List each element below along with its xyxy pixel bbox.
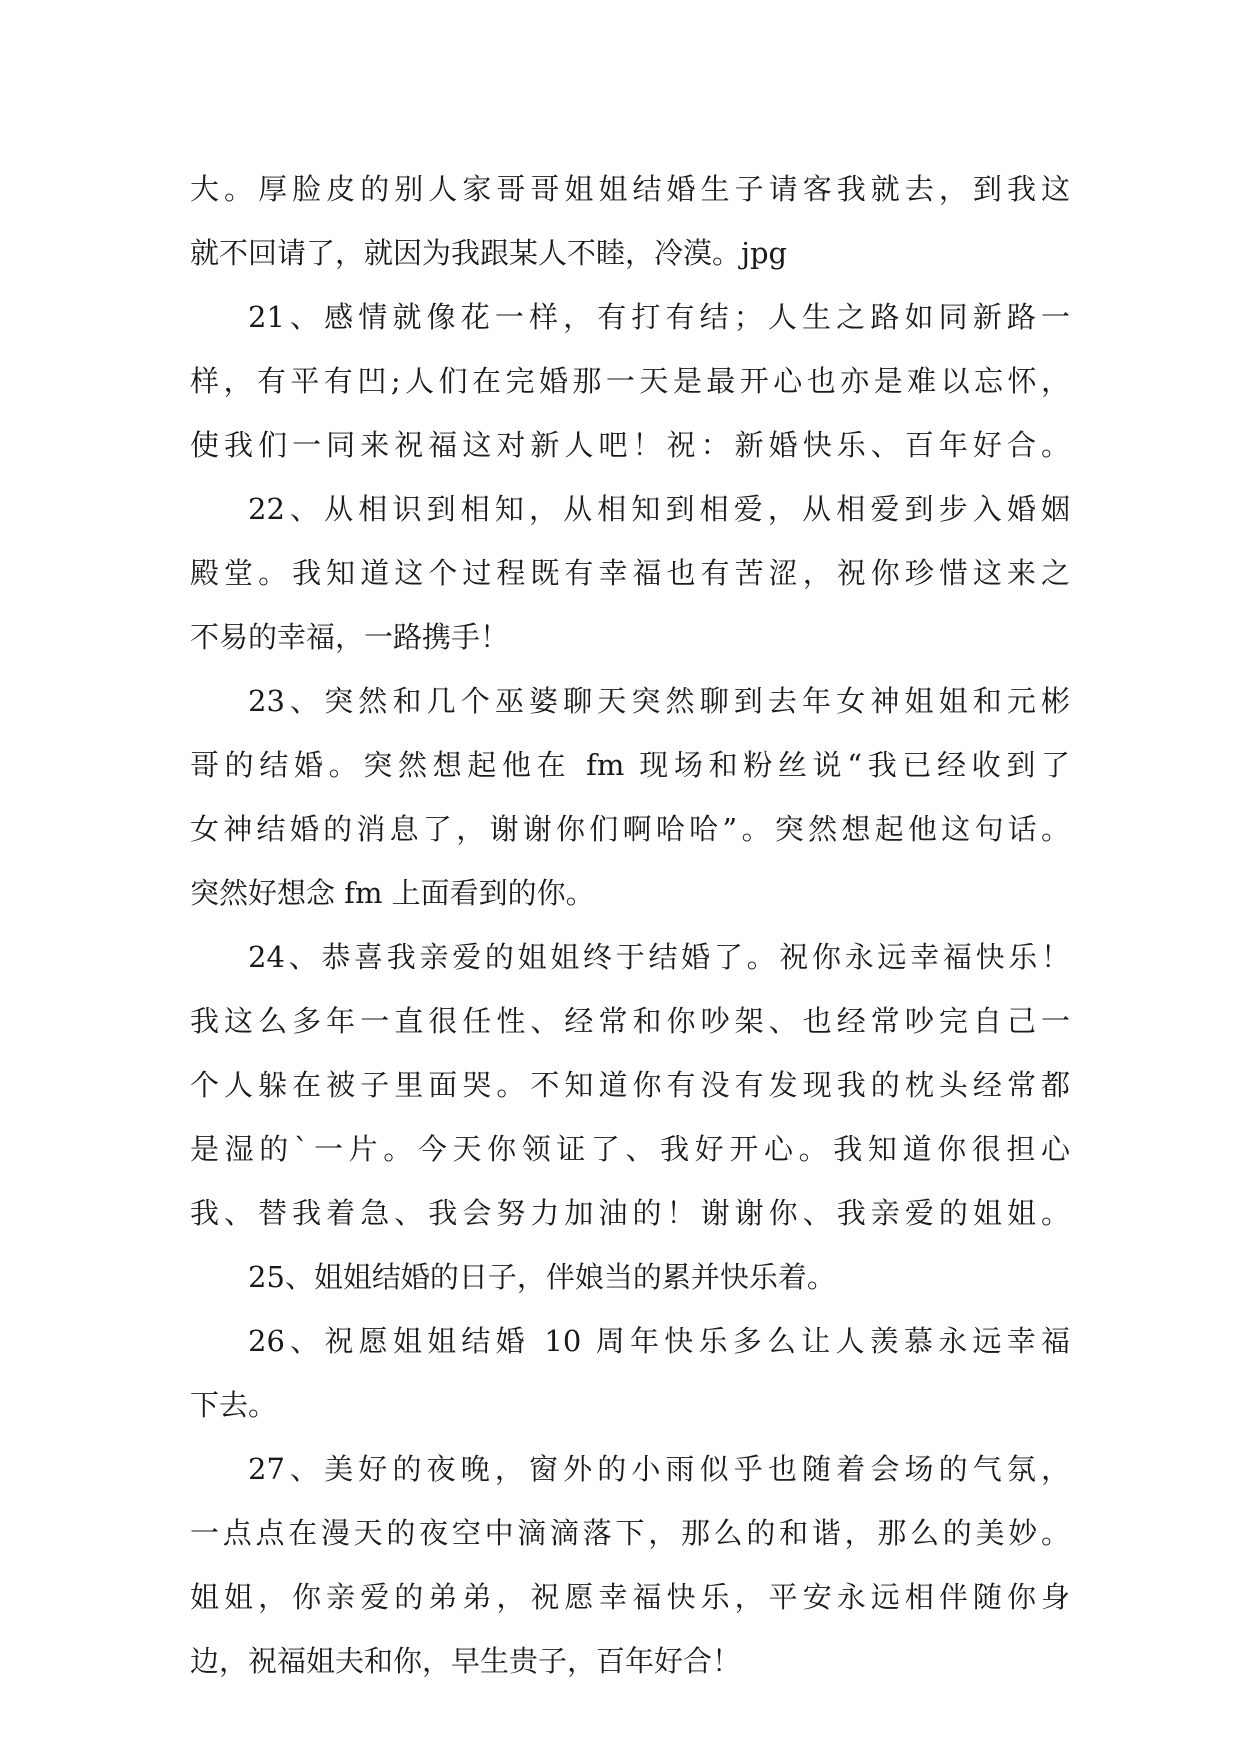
text-line: 殿堂。我知道这个过程既有幸福也有苦涩，祝你珍惜这来之 bbox=[190, 556, 1070, 590]
paragraph-23-line: 23、突然和几个巫婆聊天突然聊到去年女神姐姐和元彬 bbox=[248, 684, 1070, 718]
text-line: 就不回请了，就因为我跟某人不睦，冷漠。jpg bbox=[190, 236, 788, 270]
text-line: 不易的幸福，一路携手！ bbox=[190, 620, 510, 654]
paragraph-22-line: 22、从相识到相知，从相知到相爱，从相爱到步入婚姻 bbox=[248, 492, 1070, 526]
paragraph-26-line: 26、祝愿姐姐结婚 10 周年快乐多么让人羡慕永远幸福 bbox=[248, 1324, 1070, 1358]
paragraph-24-line: 24、恭喜我亲爱的姐姐终于结婚了。祝你永远幸福快乐！ bbox=[248, 940, 1070, 974]
text-line: 我这么多年一直很任性、经常和你吵架、也经常吵完自己一 bbox=[190, 1004, 1070, 1038]
text-line: 个人躲在被子里面哭。不知道你有没有发现我的枕头经常都 bbox=[190, 1068, 1070, 1102]
text-line: 哥的结婚。突然想起他在 fm 现场和粉丝说“我已经收到了 bbox=[190, 748, 1070, 782]
document-page bbox=[190, 157, 1070, 1693]
text-line: 使我们一同来祝福这对新人吧！祝：新婚快乐、百年好合。 bbox=[190, 428, 1070, 462]
text-line: 突然好想念 fm 上面看到的你。 bbox=[190, 876, 595, 910]
text-line: 是湿的`一片。今天你领证了、我好开心。我知道你很担心 bbox=[190, 1132, 1070, 1166]
text-line: 我、替我着急、我会努力加油的！谢谢你、我亲爱的姐姐。 bbox=[190, 1196, 1070, 1230]
text-line: 大。厚脸皮的别人家哥哥姐姐结婚生子请客我就去，到我这 bbox=[190, 172, 1070, 206]
paragraph-27-line: 27、美好的夜晚，窗外的小雨似乎也随着会场的气氛， bbox=[248, 1452, 1070, 1486]
text-line: 姐姐，你亲爱的弟弟，祝愿幸福快乐，平安永远相伴随你身 bbox=[190, 1580, 1070, 1614]
text-line: 一点点在漫天的夜空中滴滴落下，那么的和谐，那么的美妙。 bbox=[190, 1516, 1070, 1550]
text-line: 下去。 bbox=[190, 1388, 278, 1422]
paragraph-25-line: 25、姐姐结婚的日子，伴娘当的累并快乐着。 bbox=[248, 1260, 836, 1294]
paragraph-21-line: 21、感情就像花一样，有打有结；人生之路如同新路一 bbox=[248, 300, 1070, 334]
text-line: 样，有平有凹;人们在完婚那一天是最开心也亦是难以忘怀， bbox=[190, 364, 1070, 398]
text-line: 女神结婚的消息了，谢谢你们啊哈哈”。突然想起他这句话。 bbox=[190, 812, 1070, 846]
text-line: 边，祝福姐夫和你，早生贵子，百年好合！ bbox=[190, 1644, 742, 1678]
